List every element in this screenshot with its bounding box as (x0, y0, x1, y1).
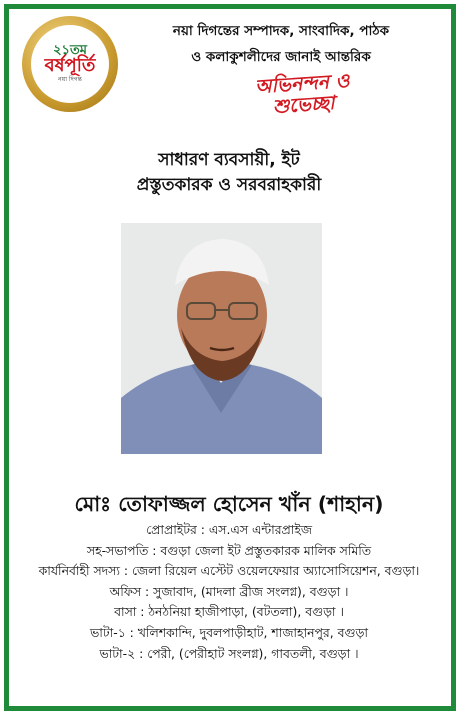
anniversary-badge-logo (22, 16, 118, 112)
detail-proprietor: প্রোপ্রাইটর : এস.এস এন্টারপ্রাইজ (146, 522, 312, 537)
role-line-1: সাধারণ ব্যবসায়ী, ইট (158, 150, 300, 170)
detail-executive-member: কার্যনির্বাহী সদস্য : জেলা রিয়েল এস্টেট ওয়েলফেয়ার অ্যাসোসিয়েশন, বগুড়া। (38, 563, 420, 579)
greeting-line-1: নয়া দিগন্তের সম্পাদক, সাংবাদিক, পাঠক (172, 23, 390, 39)
contact-details (10, 520, 448, 664)
badge-subtitle: নয়া দিগন্ত (58, 76, 82, 84)
detail-kiln-1: ভাটা-১ : খলিশকান্দি, দুবলপাড়ীহাট, শাজাহানপুর, বগুড়া (90, 624, 368, 640)
detail-office-address: অফিস : সুজাবাদ, (মাদলা ব্রীজ সংলগ্ন), বগুড়া । (109, 583, 349, 599)
role-line-2: প্রস্তুতকারক ও সরবরাহকারী (136, 175, 322, 195)
greeting-line-2: ও কলাকুশলীদের জানাই আন্তরিক (191, 49, 371, 65)
badge-inner (31, 25, 109, 103)
wish-line-2: শুভেচ্ছা (272, 91, 336, 119)
person-name: মোঃ তোফাজ্জল হোসেন খাঁন (শাহান) (74, 492, 384, 516)
greeting-text (118, 18, 444, 70)
detail-kiln-2: ভাটা-২ : পেরী, (পেরীহাট সংলগ্ন), গাবতলী, বগুড়া । (99, 645, 359, 661)
business-role (0, 148, 458, 198)
badge-title: বর্ষপূর্তি (44, 55, 96, 77)
portrait-illustration (121, 223, 322, 454)
portrait-photo (121, 223, 322, 454)
detail-vice-president: সহ-সভাপতি : বগুড়া জেলা ইট প্রস্তুতকারক মালিক সমিতি (86, 542, 372, 558)
detail-home-address: বাসা : ঠনঠনিয়া হাজীপাড়া, (বটতলা), বগুড়া । (114, 604, 344, 620)
badge-number: ২১তম (53, 43, 87, 59)
wish-line-1: অভিনন্দন ও (254, 69, 351, 99)
